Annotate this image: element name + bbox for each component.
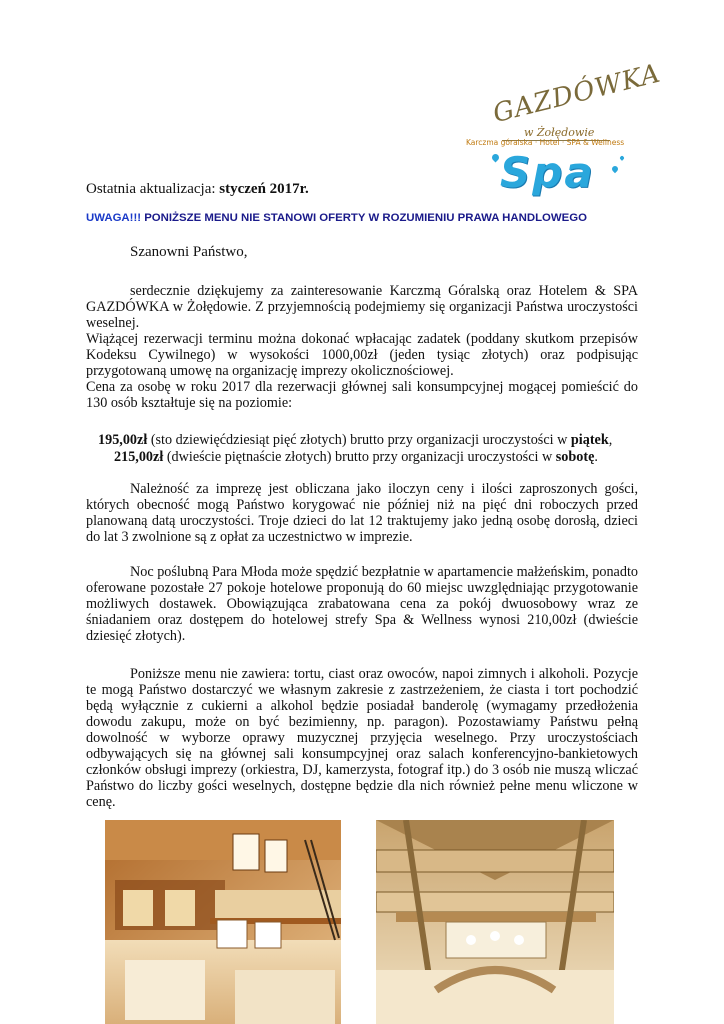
greeting: Szanowni Państwo,: [130, 244, 248, 260]
interior-photo-bar-image: [105, 820, 341, 1024]
intro-section: [86, 283, 638, 411]
guests-paragraph: Należność za imprezę jest obliczana jako iloczyn ceny i ilości zaproszonych gości, których obecność mogą Państwo korygować nie później niż na pięć dni roboczych przed planowaną datą uroczystości. Troje dzieci do lat 12 traktujemy jako jedną osobę dorosłą, dzieci do lat 3 zwolnione są z opłat za uczestnictwo w imprezie.: [86, 481, 638, 545]
warning-line: [86, 212, 587, 224]
interior-photo-bar: [105, 820, 341, 1024]
reservation-paragraph: Wiążącej rezerwacji terminu można dokonać wpłacając zadatek (poddany skutkom przepisów Kodeksu Cywilnego) w wysokości 1000,00zł (jeden tysiąc złotych) oraz podpisując przygotowaną umowę na organizację imprezy okolicznościowej.: [86, 331, 638, 379]
price-day: piątek: [570, 432, 609, 448]
price-text: (dwieście piętnaście złotych) brutto przy organizacji uroczystości w: [163, 449, 556, 465]
hotel-logo: [462, 58, 664, 206]
hotel-section: [86, 564, 638, 644]
price-friday: [98, 432, 612, 449]
warning-prefix: UWAGA!!!: [86, 212, 142, 224]
update-label: Ostatnia aktualizacja:: [86, 181, 220, 197]
interior-photo-hall: [376, 820, 614, 1024]
update-date: styczeń 2017r.: [219, 181, 309, 197]
guests-section: [86, 481, 638, 545]
price-day: sobotę: [555, 449, 595, 465]
price-amount: 215,00zł: [114, 449, 164, 465]
logo-tagline: Karczma góralska · Hotel · SPA & Wellness: [466, 138, 625, 147]
price-end: ,: [608, 432, 613, 448]
logo-name: GAZDÓWKA: [490, 58, 664, 130]
menu-section: [86, 666, 638, 810]
price-end: .: [594, 449, 598, 465]
hotel-paragraph: Noc poślubną Para Młoda może spędzić bezpłatnie w apartamencie małżeńskim, ponadto oferowane pozostałe 27 pokoje hotelowe proponują do 60 miejsc uwzględniając przygotowanie możliwych dostawek. Obowiązująca zrabatowana cena za pokój dwuosobowy wraz ze śniadaniem oraz dostępem do hotelowej strefy Spa & Wellness wynosi 210,00zł (dwieście dziesięć złotych).: [86, 564, 638, 644]
warning-text: PONIŻSZE MENU NIE STANOWI OFERTY W ROZUMIENIU PRAWA HANDLOWEGO: [141, 212, 587, 224]
interior-photo-hall-image: [376, 820, 614, 1024]
water-drop-icon: [491, 153, 501, 163]
water-drop-icon: [619, 155, 625, 161]
price-amount: 195,00zł: [98, 432, 148, 448]
logo-location: w Żołędowie: [524, 126, 595, 139]
menu-paragraph: Poniższe menu nie zawiera: tortu, ciast oraz owoców, napoi zimnych i alkoholi. Pozycje te mogą Państwo dostarczyć we własnym zakresie z zastrzeżeniem, że ciasta i tort pochodzić będą wyłącznie z cukierni a alkohol będzie posiadał banderolę (wymagamy przedłożenia dowodu zakupu, może on być bezimienny, np. paragon). Pozostawiamy Państwu pełną dowolność w wyborze oprawy muzycznej przyjęcia weselnego. Przy uroczystościach odbywających się na głównej sali konsumpcyjnej oraz salach konferencyjno-bankietowych członków obsługi imprezy (orkiestra, DJ, kamerzysta, fotograf itp.) do 3 osób nie muszą wliczać Państwo do liczby gości weselnych, dostępne będzie dla nich również pełne menu wliczone w cenę.: [86, 666, 638, 810]
price-text: (sto dziewięćdziesiąt pięć złotych) brutto przy organizacji uroczystości w: [147, 432, 571, 448]
water-drop-icon: [611, 165, 619, 173]
logo-spa: Spa: [500, 148, 595, 197]
price-intro-paragraph: Cena za osobę w roku 2017 dla rezerwacji głównej sali konsumpcyjnej mogącej pomieścić do 130 osób kształtuje się na poziomie:: [86, 379, 638, 411]
price-saturday: [114, 449, 598, 466]
update-line: [86, 181, 309, 198]
intro-paragraph: serdecznie dziękujemy za zainteresowanie Karczmą Góralską oraz Hotelem & SPA GAZDÓWKA w Żołędowie. Z przyjemnością podejmiemy się organizacji Państwa uroczystości weselnej.: [86, 283, 638, 331]
